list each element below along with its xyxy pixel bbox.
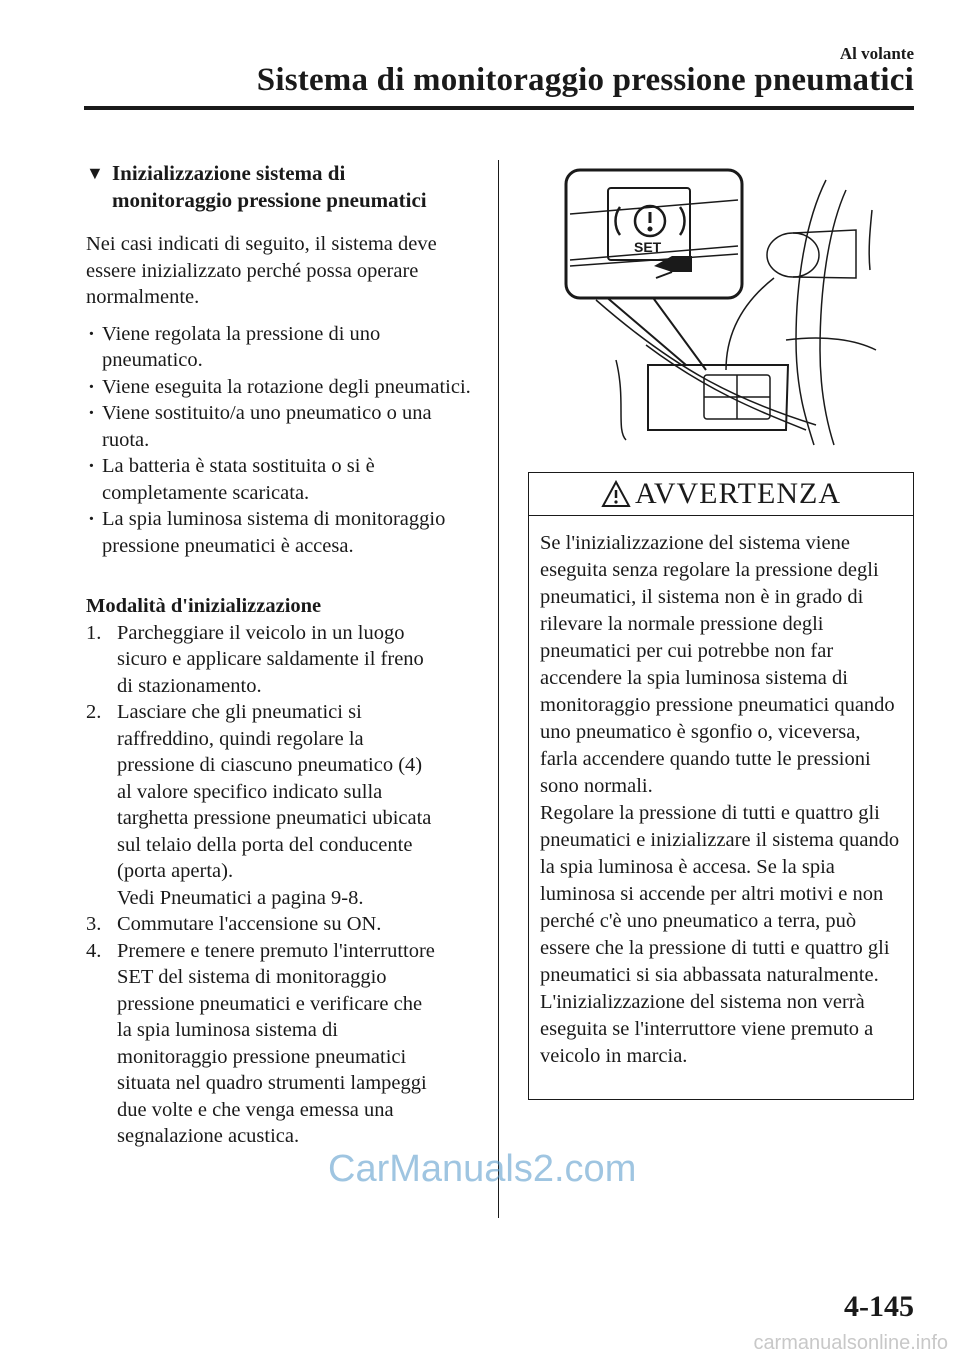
header-rule (84, 106, 914, 110)
list-item: · La spia luminosa sistema di monitoraggio pressione pneumatici è accesa. (86, 506, 478, 559)
step-line: Commutare l'accensione su ON. (117, 913, 382, 935)
tpms-set-switch-illustration (556, 160, 880, 450)
mode-heading: Modalità d'inizializzazione (86, 595, 322, 617)
step-line: SET del sistema di monitoraggio (117, 966, 387, 988)
step-line: la spia luminosa sistema di (117, 1019, 338, 1041)
step-line: Parcheggiare il veicolo in un luogo (117, 621, 405, 644)
step-line: al valore specifico indicato sulla (117, 780, 383, 803)
section-heading-line-2: monitoraggio pressione pneumatici (112, 188, 427, 212)
step-number: 4. (86, 939, 102, 962)
step-line: situata nel quadro strumenti lampeggi (117, 1072, 427, 1094)
warning-paragraph: Regolare la pressione di tutti e quattro gli pneumatici e inizializzare il sistema quando la spia luminosa è accesa. Se la spia luminosa si accende per altri motivi e non perché c'è uno pneumatico a terra, può essere che la pressione di tutti e quattro gli pneumatici si sia abbassata naturalmente. (540, 802, 900, 986)
step-item (86, 938, 478, 1150)
step-number: 2. (86, 701, 102, 723)
step-line: sul telaio della porta del conducente (117, 833, 413, 856)
step-line: di stazionamento. (117, 674, 262, 697)
triangle-marker-icon: ▼ (86, 163, 104, 183)
step-line: pressione di ciascuno pneumatico (4) (117, 754, 423, 776)
warning-header (529, 473, 913, 516)
warning-paragraph: L'inizializzazione del sistema non verrà eseguita se l'interruttore viene premuto a veicolo in marcia. (540, 991, 874, 1067)
section-label: Al volante (839, 44, 914, 63)
conditions-list (86, 321, 478, 560)
step-line: Premere e tenere premuto l'interruttore (117, 939, 435, 962)
column-divider (498, 160, 499, 1218)
warning-box (528, 472, 914, 1100)
watermark-footer: carmanualsonline.info (753, 1332, 948, 1354)
step-line: pressione pneumatici e verificare che (117, 992, 423, 1015)
warning-body (529, 516, 913, 1070)
step-line: targhetta pressione pneumatici ubicata (117, 807, 432, 829)
step-item (86, 699, 478, 911)
list-item: · La batteria è stata sostituita o si è completamente scaricata. (86, 453, 478, 506)
cross-reference: Vedi Pneumatici a pagina 9-8. (117, 886, 364, 909)
step-line: monitoraggio pressione pneumatici (117, 1045, 407, 1068)
watermark-center: CarManuals2.com (328, 1148, 637, 1190)
list-item: · Viene eseguita la rotazione degli pneumatici. (86, 374, 478, 401)
left-column (86, 160, 478, 1150)
list-item: · Viene sostituito/a uno pneumatico o una ruota. (86, 400, 478, 453)
step-line: due volte e che venga emessa una (117, 1098, 394, 1121)
intro-paragraph: Nei casi indicati di seguito, il sistema deve essere inizializzato perché possa operare normalmente. (86, 233, 437, 308)
step-line: raffreddino, quindi regolare la (117, 727, 364, 750)
step-line: (porta aperta). (117, 860, 234, 882)
warning-paragraph: Se l'inizializzazione del sistema viene eseguita senza regolare la pressione degli pneumatici, il sistema non è in grado di rilevare la normale pressione degli pneumatici per cui potrebbe non far accendere la spia luminosa sistema di monitoraggio pressione pneumatici quando uno pneumatico è sgonfio o, viceversa, farla accendere quando tutte le pressioni sono normali. (540, 532, 895, 797)
step-number: 1. (86, 621, 102, 644)
steps-list (86, 620, 478, 1150)
step-line: Lasciare che gli pneumatici si (117, 701, 362, 723)
section-heading-line-1: Inizializzazione sistema di (112, 161, 346, 185)
page-number: 4-145 (844, 1290, 914, 1323)
warning-title: AVVERTENZA (635, 477, 841, 510)
step-item (86, 911, 478, 938)
page-title: Sistema di monitoraggio pressione pneumatici (256, 62, 914, 98)
step-line: sicuro e applicare saldamente il freno (117, 648, 424, 670)
set-button-label: SET (634, 239, 662, 255)
step-line: segnalazione acustica. (117, 1125, 300, 1147)
section-heading (86, 160, 478, 214)
step-number: 3. (86, 913, 102, 935)
list-item: · Viene regolata la pressione di uno pneumatico. (86, 321, 478, 374)
step-item (86, 620, 478, 700)
warning-triangle-icon (601, 480, 631, 508)
